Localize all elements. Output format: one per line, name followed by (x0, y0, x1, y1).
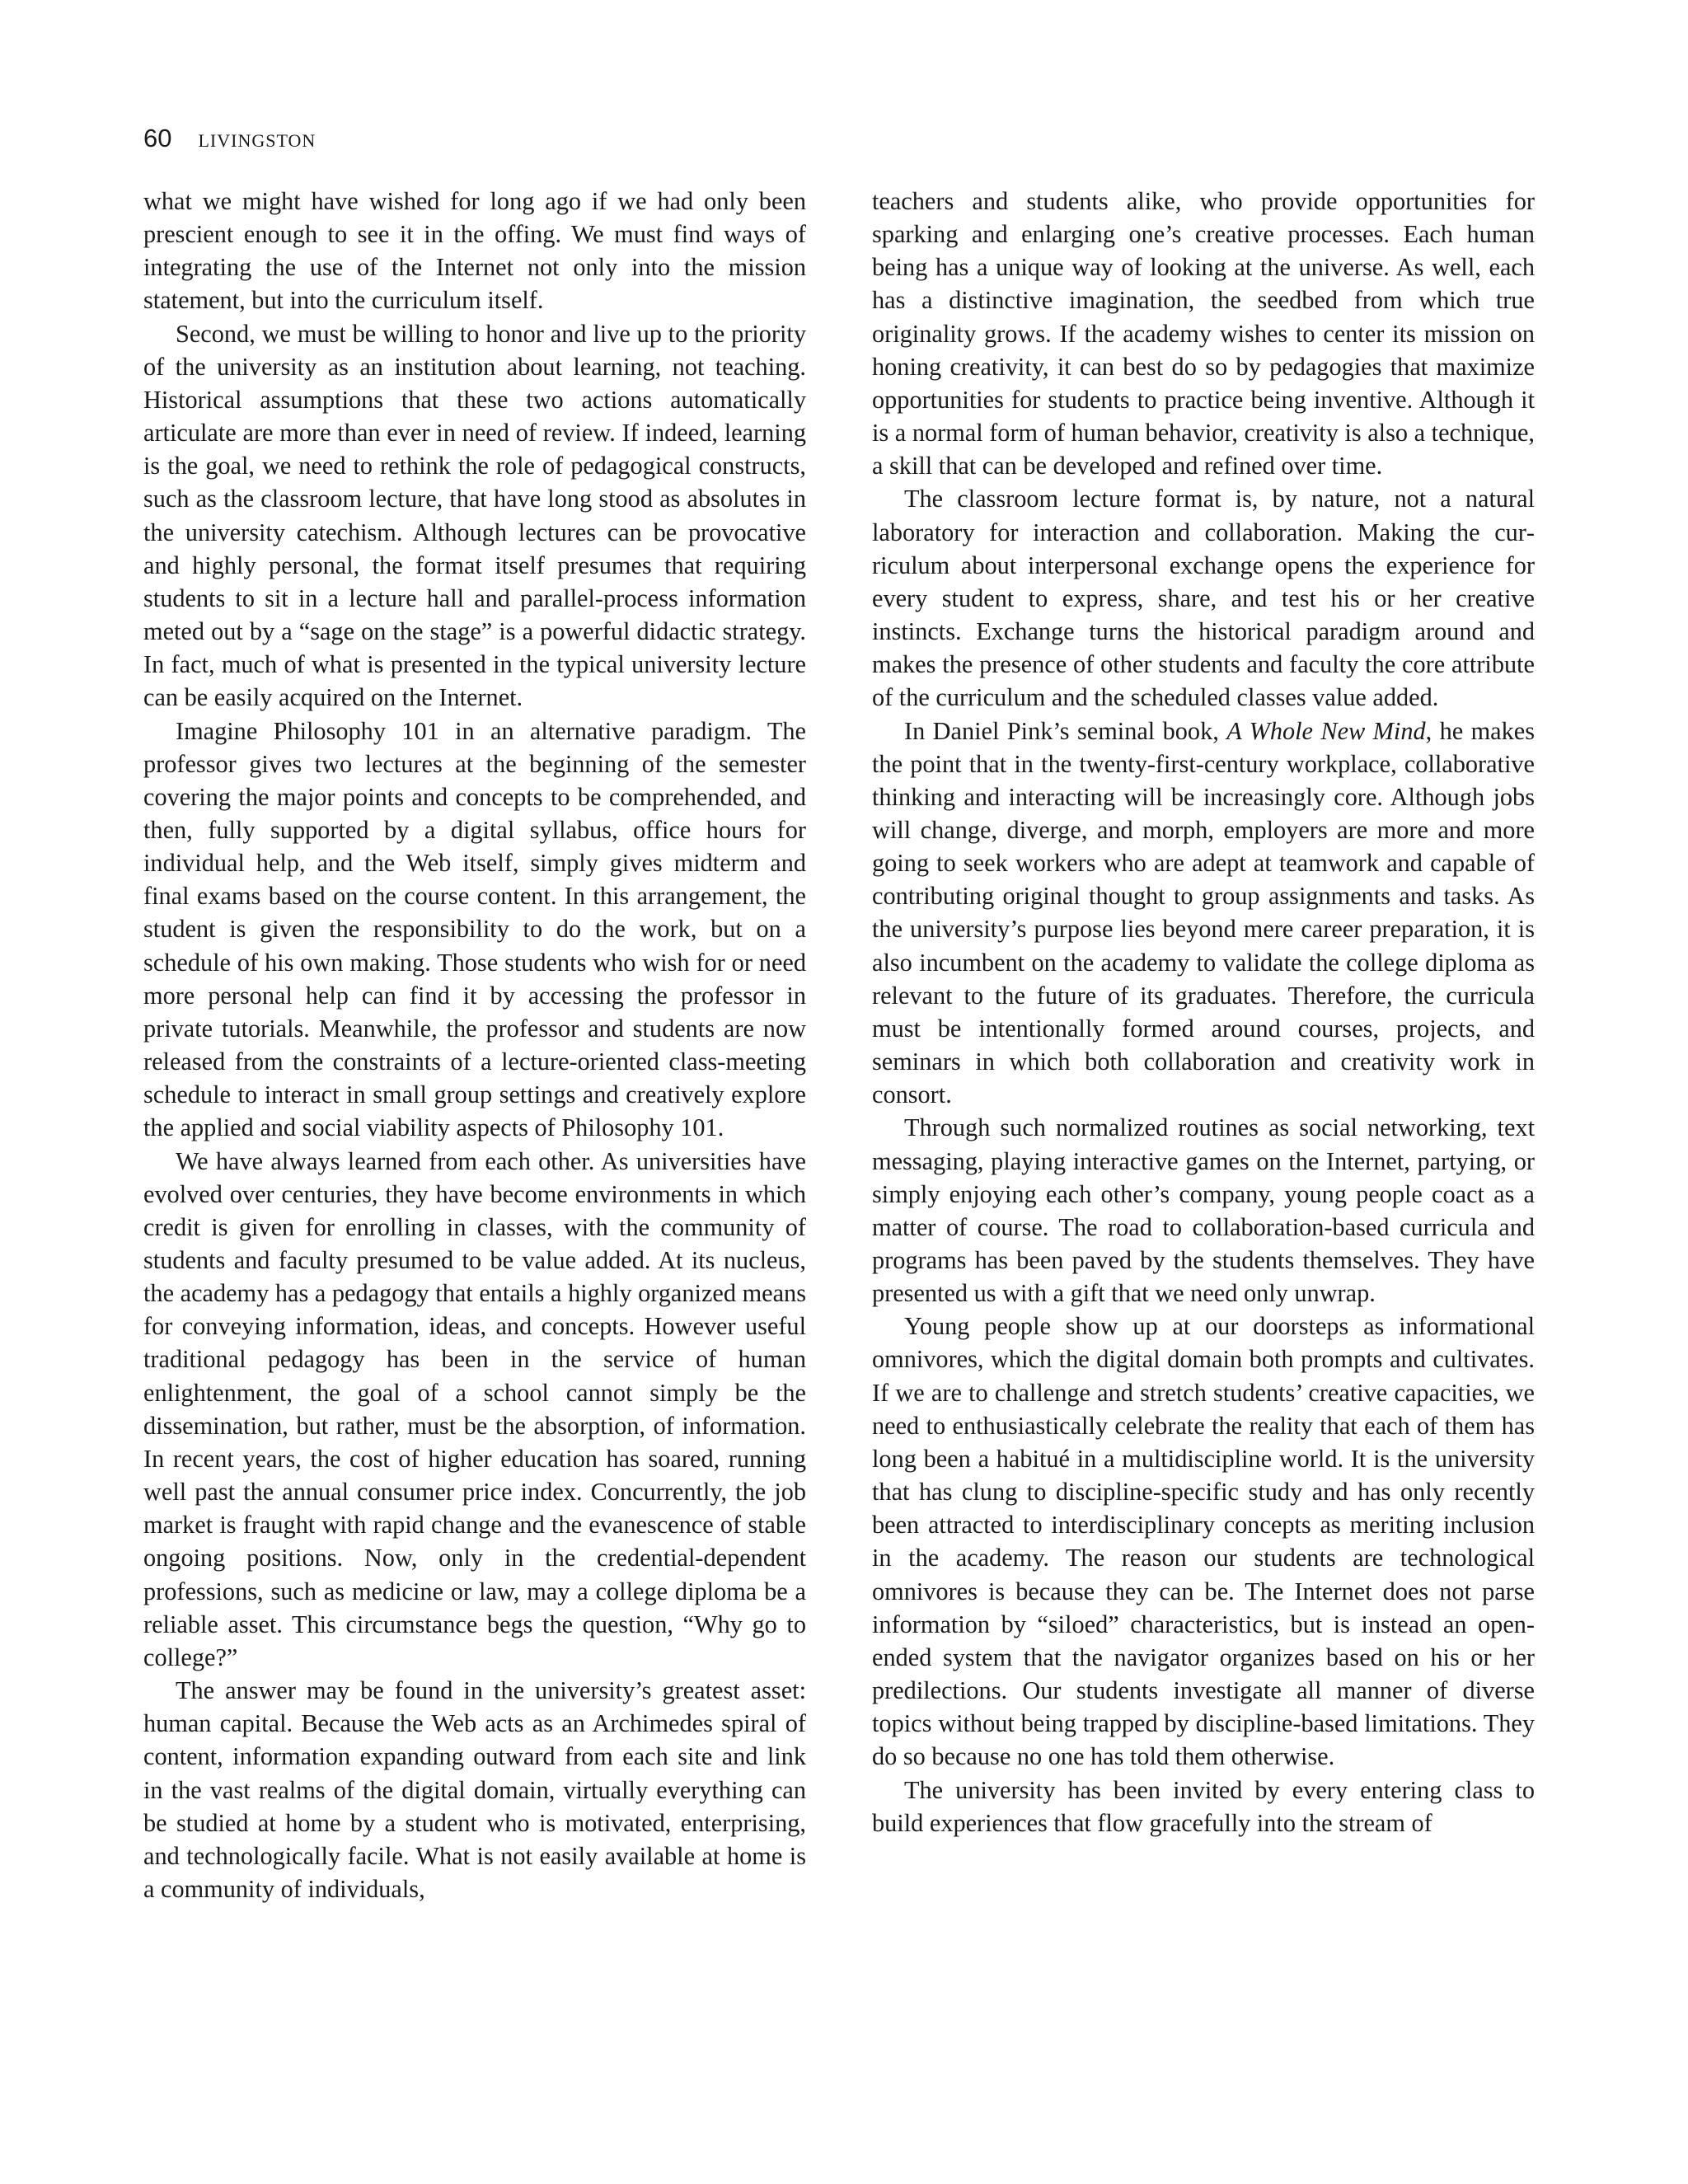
right-column (872, 185, 1535, 1840)
paragraph: what we might have wished for long ago if we had only been prescient enough to see it in the offing. We must find ways of integrating the use of the Internet not only into the mission statement, but into the curriculum itself. (143, 187, 806, 315)
paragraph-text: , he makes the point that in the twenty-first-century workplace, collaborative thinking and interacting will be increasingly core. Although jobs will change, diverge, and morph, employers are more and more going to seek workers who are adept at teamwork and capable of contributing original thought to group assignments and tasks. As the university’s purpose lies beyond mere career preparation, it is also incumbent on the academy to validate the college diploma as relevant to the future of its graduates. Therefore, the curricula must be intentionally formed around courses, projects, and seminars in which both collaboration and creativity work in consort. (872, 716, 1536, 1109)
paragraph: The answer may be found in the university’s greatest asset: human capital. Because the Web acts as an Archimedes spiral of content, information expanding outward from each site and link in the vast realms of the digital domain, virtually everything can be studied at home by a student who is motivated, enterprising, and technologically facile. What is not easily available at home is a community of individuals, (143, 1676, 806, 1903)
paragraph: We have always learned from each other. As universities have evolved over centuries, they have become environments in which credit is given for enrolling in classes, with the community of students and faculty presumed to be value added. At its nucleus, the academy has a pedagogy that entails a highly organized means for conveying information, ideas, and concepts. However useful traditional pedagogy has been in the service of human enlightenment, the goal of a school cannot simply be the dissemination, but rather, must be the absorption, of information. In recent years, the cost of higher education has soared, running well past the annual consumer price index. Concurrently, the job market is fraught with rapid change and the evanescence of stable ongoing positions. Now, only in the credential-dependent professions, such as medicine or law, may a college diploma be a reliable asset. This circumstance begs the question, “Why go to college?” (143, 1146, 806, 1671)
page-number: 60 (143, 124, 172, 152)
paragraph: Second, we must be willing to honor and live up to the priority of the university as an institution about learning, not teaching. Historical assumptions that these two actions automatically articulate are more than ever in need of review. If indeed, learning is the goal, we need to rethink the role of pedagogical constructs, such as the classroom lecture, that have long stood as absolutes in the university catechism. Although lectures can be provocative and highly personal, the format itself presumes that requiring students to sit in a lecture hall and parallel-process information meted out by a “sage on the stage” is a powerful didactic strategy. In fact, much of what is presented in the typical university lecture can be easily acquired on the Internet. (143, 319, 806, 712)
paragraph: teachers and students alike, who provide opportunities for sparking and enlarging one’s creative processes. Each human being has a unique way of looking at the universe. As well, each has a distinctive imagination, the seedbed from which true originality grows. If the academy wishes to center its mission on honing creativity, it can best do so by pedagogies that maximize opportunities for students to practice being inventive. Although it is a normal form of human behavior, creativity is also a technique, a skill that can be developed and refined over time. (872, 187, 1535, 480)
paragraph: Imagine Philosophy 101 in an alternative paradigm. The professor gives two lectures at the beginning of the semester covering the major points and concepts to be comprehended, and then, fully supported by a digital syllabus, office hours for individual help, and the Web itself, simply gives midterm and final exams based on the course content. In this arrangement, the student is given the responsibility to do the work, but on a schedule of his own making. Those students who wish for or need more personal help can find it by accessing the professor in private tutorials. Meanwhile, the professor and students are now released from the constraints of a lecture-oriented class-meeting schedule to interact in small group settings and creatively explore the applied and social viability aspects of Philosophy 101. (143, 716, 806, 1142)
running-head (143, 124, 316, 157)
left-column (143, 185, 806, 1905)
paragraph: Through such normalized routines as social networking, text messaging, playing interactive games on the Internet, partying, or simply enjoying each other’s company, young people coact as a matter of course. The road to collaboration-based curricula and programs has been paved by the students themselves. They have presented us with a gift that we need only unwrap. (872, 1113, 1535, 1308)
paragraph (872, 715, 1535, 1112)
paragraph-text: In Daniel Pink’s seminal book, (904, 716, 1227, 745)
paragraph: Young people show up at our doorsteps as informational omnivores, which the digital domain both prompts and cultivates. If we are to challenge and stretch students’ creative capacities, we need to enthusiastically celebrate the reality that each of them has long been a habitué in a multidiscipline world. It is the university that has clung to discipline-specific study and has only recently been attracted to interdisciplinary concepts as meriting inclusion in the academy. The reason our students are technological omnivores is because they can be. The Internet does not parse information by “siloed” characteristics, but is instead an open-ended system that the navigator organizes based on his or her predilections. Our students investigate all manner of diverse topics without being trapped by discipline-based limitations. They do so because no one has told them otherwise. (872, 1312, 1535, 1771)
paragraph: The classroom lecture format is, by nature, not a natural laboratory for interaction and collaboration. Making the curriculum about interpersonal exchange opens the experience for every student to express, share, and test his or her creative instincts. Exchange turns the historical paradigm around and makes the presence of other students and faculty the core attribute of the curriculum and the scheduled classes value added. (872, 485, 1535, 712)
running-title: LIVINGSTON (198, 130, 316, 151)
book-title: A Whole New Mind (1226, 716, 1426, 745)
paragraph: The university has been invited by every entering class to build experiences that flow gracefully into the stream of (872, 1775, 1535, 1837)
